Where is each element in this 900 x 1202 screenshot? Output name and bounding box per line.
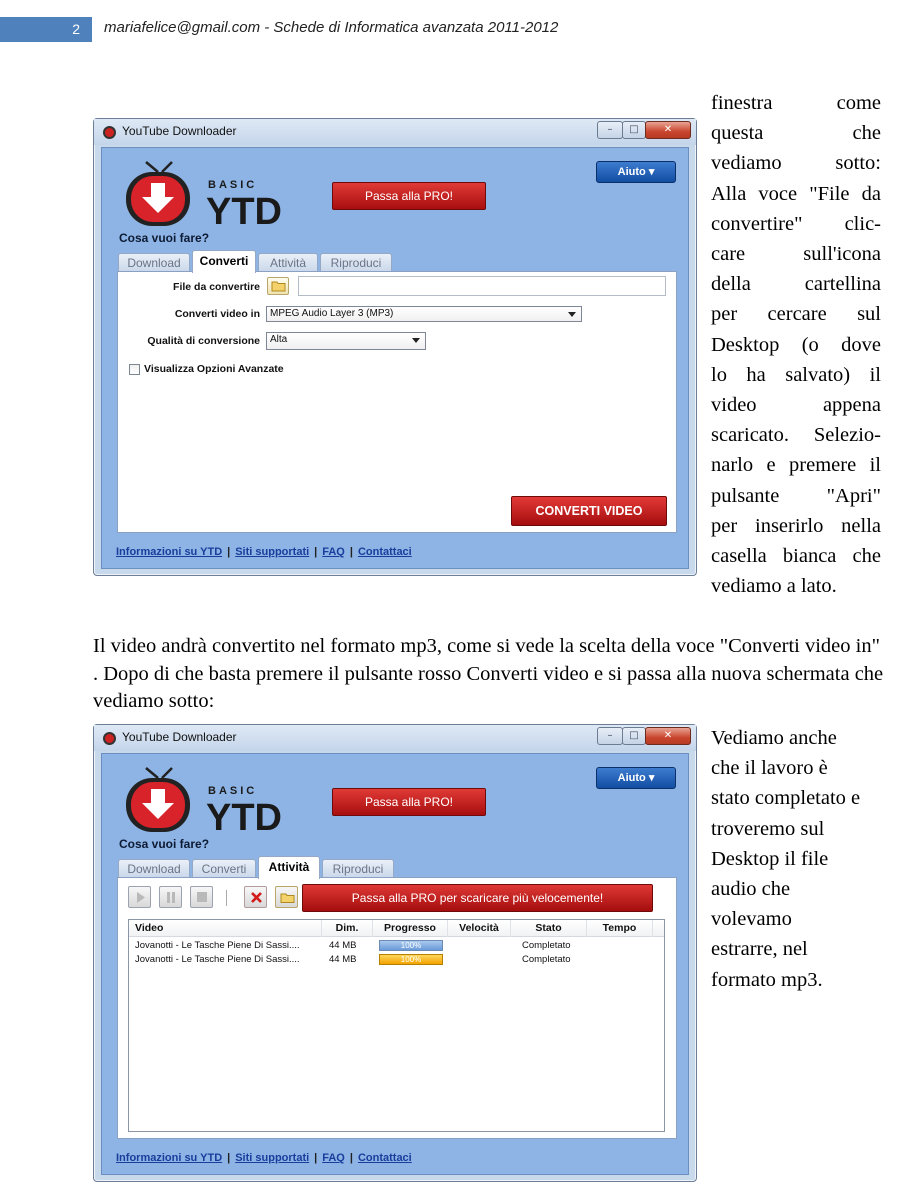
text-line: questa che [711,122,881,145]
app-icon [103,732,116,745]
ytd-logo [124,764,294,836]
convert-panel [117,271,677,533]
folder-icon [271,280,287,292]
page-header-title: mariafelice@gmail.com - Schede di Informatica avanzata 2011-2012 [104,19,559,36]
row1-progress-bar: 100% [379,940,443,951]
text-line: scaricato. Selezio- [711,424,881,447]
text-line: Desktop il file [711,847,829,870]
text-line: video appena [711,394,881,417]
action-question: Cosa vuoi fare? [119,231,210,245]
row1-size: 44 MB [329,940,357,951]
text-line: casella bianca che [711,545,881,568]
logo-basic-text: BASIC [208,179,258,191]
pro-upgrade-button[interactable]: Passa alla PRO! [332,788,486,816]
link-contact[interactable]: Contattaci [357,546,412,558]
text-line: pulsante "Apri" [711,484,881,507]
window-title: YouTube Downloader [122,730,237,744]
ytd-window-convert [93,118,697,576]
link-info[interactable]: Informazioni su YTD [116,546,223,558]
link-contact[interactable]: Contattaci [357,1152,412,1164]
text-line: lo ha salvato) il [711,363,881,386]
tab-converti[interactable]: Converti [192,250,256,273]
tab-attivita[interactable]: Attività [258,253,318,272]
help-menu-button[interactable]: Aiuto ▾ [596,161,676,183]
column-progress[interactable]: Progresso [373,920,448,937]
quality-label: Qualità di conversione [147,335,260,347]
text-line: formato mp3. [711,968,823,991]
quality-select-value: Alta [270,334,288,345]
column-video[interactable]: Video [129,920,322,937]
ytd-window-activity [93,724,697,1182]
stop-button[interactable] [190,886,213,908]
text-line: Desktop (o dove [711,333,881,356]
tab-riproduci[interactable]: Riproduci [322,859,394,878]
text-line: stato completato e [711,787,861,810]
title-bar[interactable] [94,119,696,145]
format-label: Converti video in [174,308,260,320]
format-select-value: MPEG Audio Layer 3 (MP3) [270,308,394,319]
footer-links [116,546,412,558]
row1-status: Completato [522,940,571,951]
text-line: narlo e premere il [711,454,881,477]
quality-select[interactable] [266,332,426,350]
open-folder-button[interactable] [275,886,298,908]
link-separator: | [349,546,353,558]
logo-ytd-text: YTD [206,797,282,836]
app-icon [103,126,116,139]
page-number: 2 [0,17,92,42]
convert-video-button[interactable]: CONVERTI VIDEO [511,496,667,526]
advanced-options-checkbox[interactable] [129,364,140,375]
delete-x-icon [251,892,262,903]
file-path-field[interactable] [298,276,666,296]
title-bar[interactable] [94,725,696,751]
browse-folder-button[interactable] [267,277,289,295]
close-button[interactable]: ✕ [645,121,691,139]
text-line: della cartellina [711,273,881,296]
close-button[interactable]: ✕ [645,727,691,745]
text-line: finestra come [711,92,881,114]
minimize-button[interactable]: – [597,121,623,139]
chevron-down-icon [568,312,576,317]
file-label: File da convertire [173,281,260,293]
tab-attivita[interactable]: Attività [258,856,320,879]
activity-panel [117,877,677,1139]
text-line: che il lavoro è [711,757,828,780]
text-line: convertire" clic- [711,212,881,235]
link-supported-sites[interactable]: Siti supportati [235,546,310,558]
pro-upgrade-button[interactable]: Passa alla PRO! [332,182,486,210]
body-paragraph: Il video andrà convertito nel formato mp3, come si vede la scelta della voce "Converti video in" . Dopo di che basta premere il pulsante rosso Converti video e si passa alla nuova schermata che vediamo sotto: [93,635,884,712]
text-line: vediamo a lato. [711,575,837,598]
text-line: care sull'icona [711,243,881,266]
advanced-options-label: Visualizza Opzioni Avanzate [144,363,284,375]
pause-button[interactable] [159,886,182,908]
maximize-button[interactable]: □ [622,727,646,745]
delete-button[interactable] [244,886,267,908]
action-question: Cosa vuoi fare? [119,837,210,851]
link-faq[interactable]: FAQ [322,546,345,558]
tab-riproduci[interactable]: Riproduci [320,253,392,272]
row2-status: Completato [522,954,571,965]
format-select[interactable] [266,306,582,322]
play-button[interactable] [128,886,151,908]
ytd-logo [124,158,294,230]
column-status[interactable]: Stato [511,920,587,937]
table-header [129,920,664,937]
link-separator: | [314,1152,318,1164]
side-text-1 [711,88,881,601]
maximize-button[interactable]: □ [622,121,646,139]
link-separator: | [227,1152,231,1164]
tab-converti[interactable]: Converti [192,859,256,878]
text-line: estrarre, nel [711,938,808,961]
logo-basic-text: BASIC [208,785,258,797]
toolbar-divider [226,890,227,906]
chevron-down-icon [412,338,420,343]
column-time[interactable]: Tempo [587,920,653,937]
link-separator: | [227,546,231,558]
text-line: Alla voce "File da [711,182,881,205]
tab-download[interactable]: Download [118,253,190,272]
text-line: volevamo [711,908,792,931]
logo-ytd-text: YTD [206,191,282,230]
text-line: vediamo sotto: [711,152,881,175]
link-info[interactable]: Informazioni su YTD [116,1152,223,1164]
link-faq[interactable]: FAQ [322,1152,345,1164]
row2-video: Jovanotti - Le Tasche Piene Di Sassi.... [135,954,300,965]
app-client-area [101,753,689,1175]
text-line: troveremo sul [711,817,825,840]
text-line: audio che [711,878,791,901]
text-line: per inserirlo nella [711,514,881,537]
downloads-table [128,919,665,1132]
folder-icon [280,892,295,903]
link-supported-sites[interactable]: Siti supportati [235,1152,310,1164]
help-menu-button[interactable]: Aiuto ▾ [596,767,676,789]
row2-size: 44 MB [329,954,357,965]
column-speed[interactable]: Velocità [448,920,511,937]
footer-links [116,1152,412,1164]
minimize-button[interactable]: – [597,727,623,745]
pro-download-faster-button[interactable]: Passa alla PRO per scaricare più velocemente! [302,884,653,912]
tab-download[interactable]: Download [118,859,190,878]
row1-video: Jovanotti - Le Tasche Piene Di Sassi.... [135,940,300,951]
app-client-area [101,147,689,569]
text-line: Vediamo anche [711,727,837,749]
stop-icon [197,892,207,903]
row2-progress-bar: 100% [379,954,443,965]
side-text-2 [711,723,891,995]
link-separator: | [314,546,318,558]
text-line: per cercare sul [711,303,881,326]
link-separator: | [349,1152,353,1164]
play-icon [135,892,145,903]
pause-icon [166,892,176,903]
column-size[interactable]: Dim. [322,920,373,937]
window-title: YouTube Downloader [122,124,237,138]
